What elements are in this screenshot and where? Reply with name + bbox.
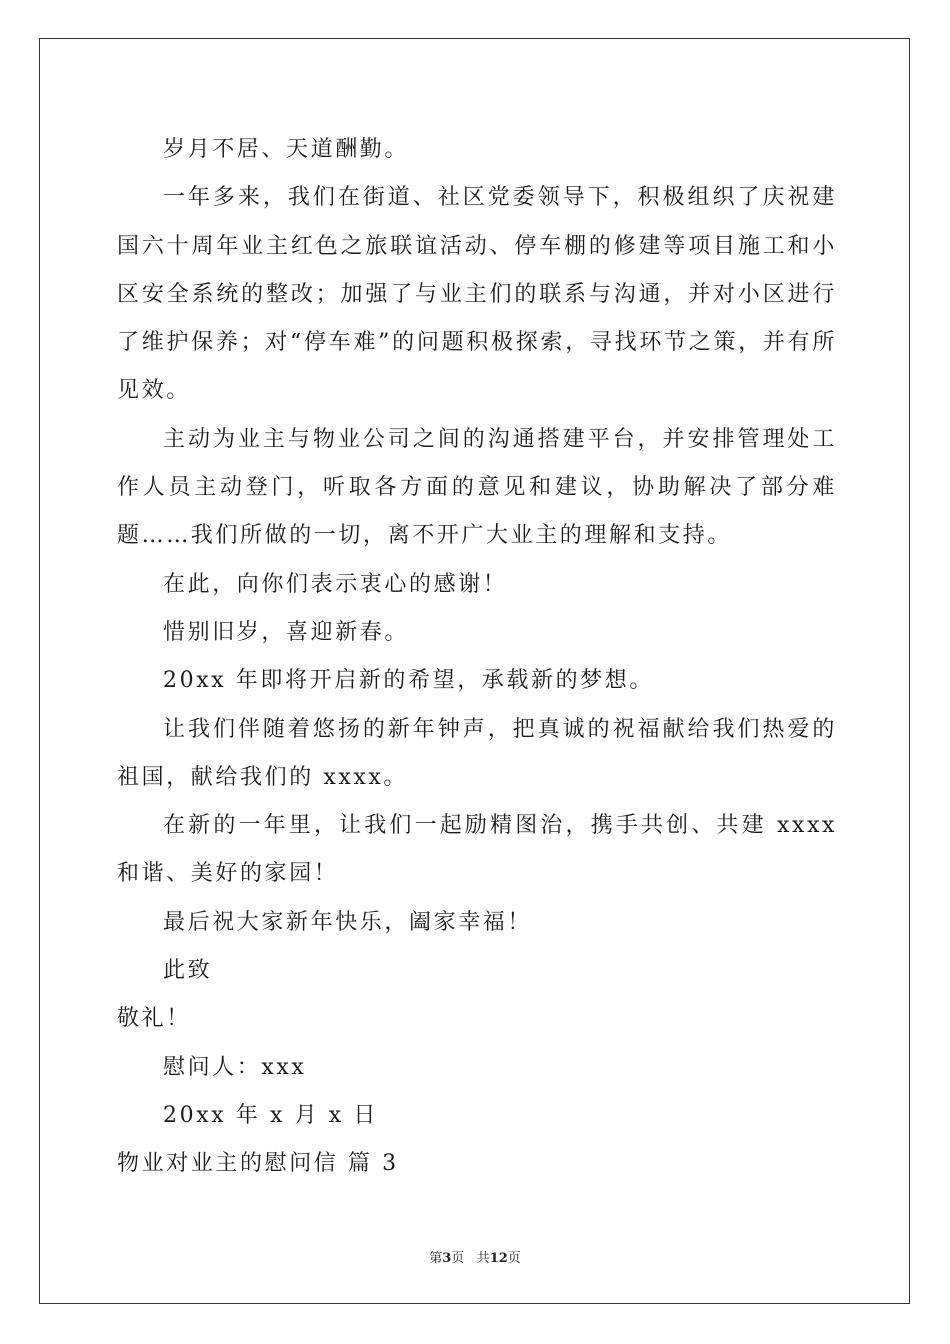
- signature: 慰问人：xxx: [163, 1054, 307, 1080]
- page-prefix: 第: [429, 1251, 443, 1266]
- paragraph: 最后祝大家新年快乐，阖家幸福！: [163, 909, 533, 935]
- section-heading: 物业对业主的慰问信 篇 3: [117, 1151, 399, 1177]
- paragraph: 在新的一年里，让我们一起励精图治，携手共创、共建 xxxx 和谐、美好的家园！: [117, 813, 837, 887]
- date-line: 20xx 年 x 月 x 日: [163, 1102, 378, 1128]
- closing-salutation: 此致: [163, 958, 213, 984]
- page-total: 12: [489, 1251, 508, 1266]
- page-footer: [0, 1247, 950, 1266]
- paragraph: 惜别旧岁，喜迎新春。: [163, 619, 410, 645]
- paragraph: 20xx 年即将开启新的希望，承载新的梦想。: [163, 668, 655, 694]
- letter-body: [117, 126, 837, 1189]
- paragraph: 让我们伴随着悠扬的新年钟声，把真诚的祝福献给我们热爱的祖国，献给我们的 xxxx。: [117, 716, 837, 790]
- paragraph: 一年多来，我们在街道、社区党委领导下，积极组织了庆祝建国六十周年业主红色之旅联谊活动、停车棚的修建等项目施工和小区安全系统的整改；加强了与业主们的联系与沟通，并对小区进行了维护保养；对“停车难”的问题积极探索，寻找环节之策，并有所见效。: [117, 185, 837, 404]
- paragraph: 岁月不居、天道酬勤。: [163, 137, 410, 162]
- page-suffix: 页: [451, 1251, 465, 1266]
- paragraph: 在此，向你们表示衷心的感谢！: [163, 571, 508, 597]
- total-suffix: 页: [507, 1251, 521, 1266]
- page-current: 3: [442, 1251, 452, 1266]
- total-prefix: 共: [476, 1251, 490, 1266]
- closing-regards: 敬礼！: [117, 1006, 191, 1032]
- paragraph: 主动为业主与物业公司之间的沟通搭建平台，并安排管理处工作人员主动登门，听取各方面的意见和建议，协助解决了部分难题……我们所做的一切，离不开广大业主的理解和支持。: [117, 426, 837, 549]
